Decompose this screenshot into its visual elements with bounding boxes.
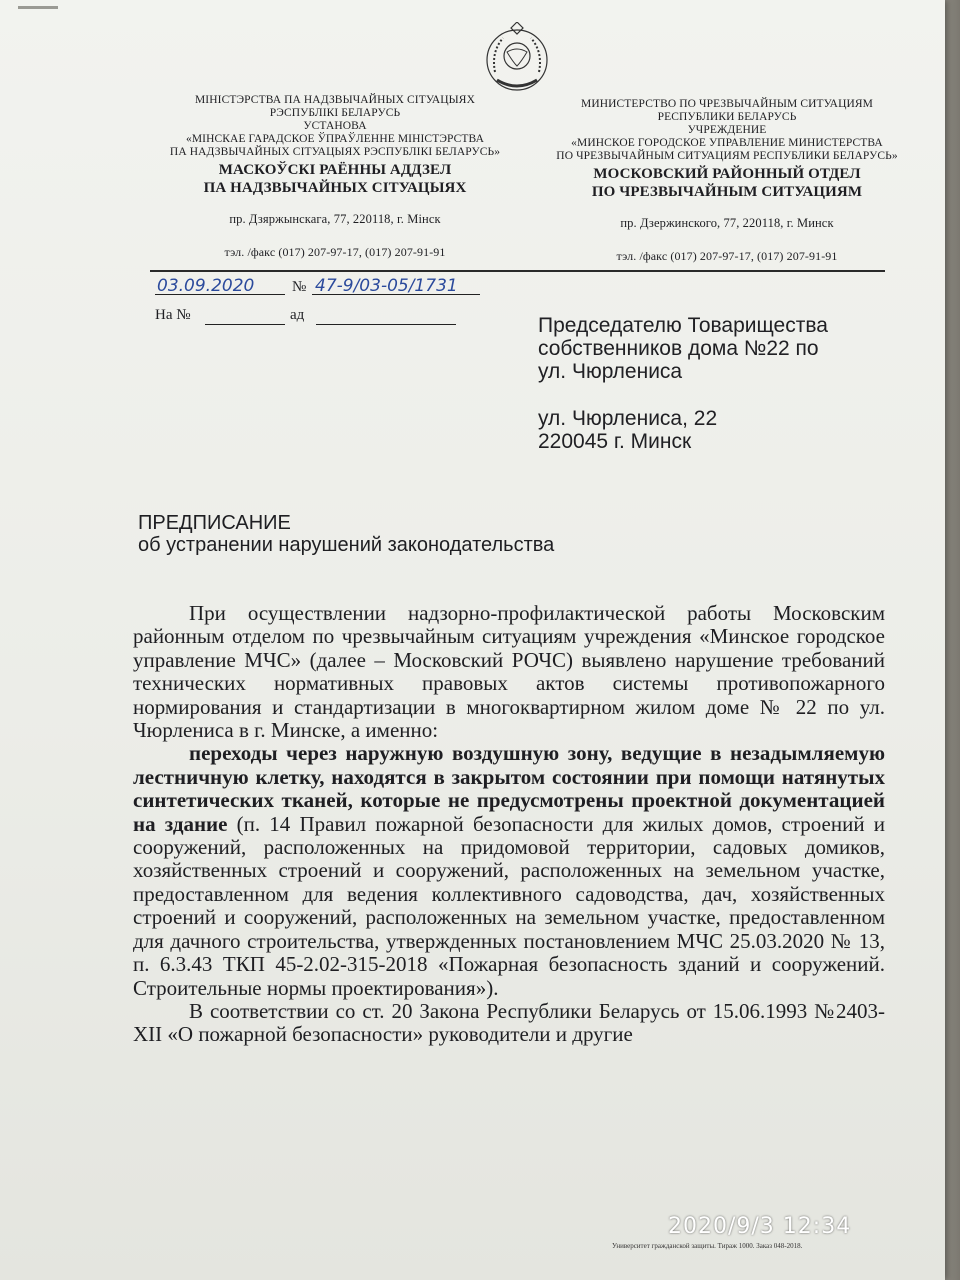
photo-timestamp: 2020/9/3 12:34 — [668, 1214, 852, 1239]
in-reply-blank — [205, 310, 285, 325]
title-heading: ПРЕДПИСАНИЕ — [138, 512, 291, 534]
recipient-line2: собственников дома №22 по — [538, 337, 819, 360]
header-belarusian — [140, 94, 530, 259]
header-by-dept-line1: «МІНСКАЕ ГАРАДСКОЕ ЎПРАЎЛЕННЕ МІНІСТЭРСТВА — [186, 133, 484, 145]
header-by-name-line1: МАСКОЎСКІ РАЁННЫ АДДЗЕЛ — [218, 162, 452, 178]
from-blank — [316, 310, 456, 325]
header-by-phone: тэл. /факс (017) 207-97-17, (017) 207-91-91 — [224, 245, 446, 259]
paper-corner-mark — [18, 6, 58, 9]
header-russian — [527, 98, 927, 263]
body-text — [133, 602, 885, 1047]
handwritten-number: 47-9/03-05/1731 — [315, 276, 458, 296]
recipient-line3: ул. Чюрлениса — [538, 360, 683, 383]
header-ru-address: пр. Дзержинского, 77, 220118, г. Минск — [620, 216, 834, 230]
body-paragraph-2 — [133, 742, 885, 999]
header-by-country: РЭСПУБЛІКІ БЕЛАРУСЬ — [269, 107, 401, 119]
header-ru-dept-line2: ПО ЧРЕЗВЫЧАЙНЫМ СИТУАЦИЯМ РЕСПУБЛИКИ БЕЛАРУСЬ» — [556, 150, 898, 162]
header-by-ministry: МІНІСТЭРСТВА ПА НАДЗВЫЧАЙНЫХ СІТУАЦЫЯХ — [194, 94, 475, 106]
recipient-block — [538, 314, 828, 453]
date-underline — [155, 280, 285, 295]
number-underline — [312, 280, 480, 295]
body-paragraph-1: При осуществлении надзорно-профилактической работы Московским районным отделом по чрезвычайным ситуациям учреждения «Минское городское управление МЧС» (далее – Московский РОЧС) выявлено нарушение требований технических нормативных правовых актов системы противопожарного нормирования и стандартизации в многоквартирном жилом доме № 22 по ул. Чюрлениса в г. Минске, а именно: — [133, 601, 885, 743]
print-footer: Университет гражданской защиты. Тираж 1000. Заказ 048-2018. — [612, 1242, 803, 1250]
body-paragraph-2-bold: переходы через наружную воздушную зону, ведущие в незадымляемую лестничную клетку, находятся в закрытом состоянии при помощи натянутых синтетических тканей, которые не предусмотрены проектной документацией на здание — [133, 741, 885, 836]
document-title — [138, 512, 554, 556]
title-subheading: об устранении нарушений законодательства — [138, 534, 555, 556]
handwritten-date: 03.09.2020 — [157, 276, 255, 296]
recipient-line1: Председателю Товарищества — [538, 314, 828, 337]
body-paragraph-3: В соответствии со ст. 20 Закона Республики Беларусь от 15.06.1993 №2403-XII «О пожарной безопасности» руководители и другие — [133, 998, 885, 1047]
header-by-dept-line2: ПА НАДЗВЫЧАЙНЫХ СІТУАЦЫЯХ РЭСПУБЛІКІ БЕЛАРУСЬ» — [169, 146, 501, 158]
recipient-address1: ул. Чюрлениса, 22 — [538, 407, 718, 430]
header-ru-country: РЕСПУБЛИКИ БЕЛАРУСЬ — [657, 111, 797, 123]
header-ru-phone: тэл. /факс (017) 207-97-17, (017) 207-91-91 — [616, 249, 838, 263]
recipient-address2: 220045 г. Минск — [538, 430, 692, 453]
body-paragraph-2-rest: (п. 14 Правил пожарной безопасности для жилых домов, строений и сооружений, расположенных на придомовой территории, садовых домиков, хозяйственных строений и сооружений, расположенных на земельном участке, предоставленном для ведения коллективного садоводства, дач, хозяйственных строений и сооружений, расположенных на земельном участке, предоставленном для дачного строительства, утвержденных постановлением МЧС 25.03.2020 № 13, п. 6.3.43 ТКП 45-2.02-315-2018 «Пожарная безопасность зданий и сооружений. Строительные нормы проектирования»). — [133, 811, 886, 1000]
header-ru-dept-line1: «МИНСКОЕ ГОРОДСКОЕ УПРАВЛЕНИЕ МИНИСТЕРСТВА — [571, 137, 883, 149]
header-divider — [150, 270, 885, 272]
header-by-institution: УСТАНОВА — [303, 120, 367, 132]
state-emblem-icon — [481, 22, 553, 94]
header-ru-name-line1: МОСКОВСКИЙ РАЙОННЫЙ ОТДЕЛ — [593, 166, 861, 182]
from-label: ад — [290, 307, 305, 323]
number-label: № — [292, 279, 307, 295]
header-by-name-line2: ПА НАДЗВЫЧАЙНЫХ СІТУАЦЫЯХ — [203, 180, 467, 196]
header-ru-name-line2: ПО ЧРЕЗВЫЧАЙНЫМ СИТУАЦИЯМ — [591, 184, 863, 200]
header-ru-ministry: МИНИСТЕРСТВО ПО ЧРЕЗВЫЧАЙНЫМ СИТУАЦИЯМ — [581, 98, 873, 110]
in-reply-label: На № — [155, 307, 191, 323]
header-by-address: пр. Дзяржынскага, 77, 220118, г. Мінск — [229, 212, 441, 226]
header-ru-institution: УЧРЕЖДЕНИЕ — [687, 124, 767, 136]
